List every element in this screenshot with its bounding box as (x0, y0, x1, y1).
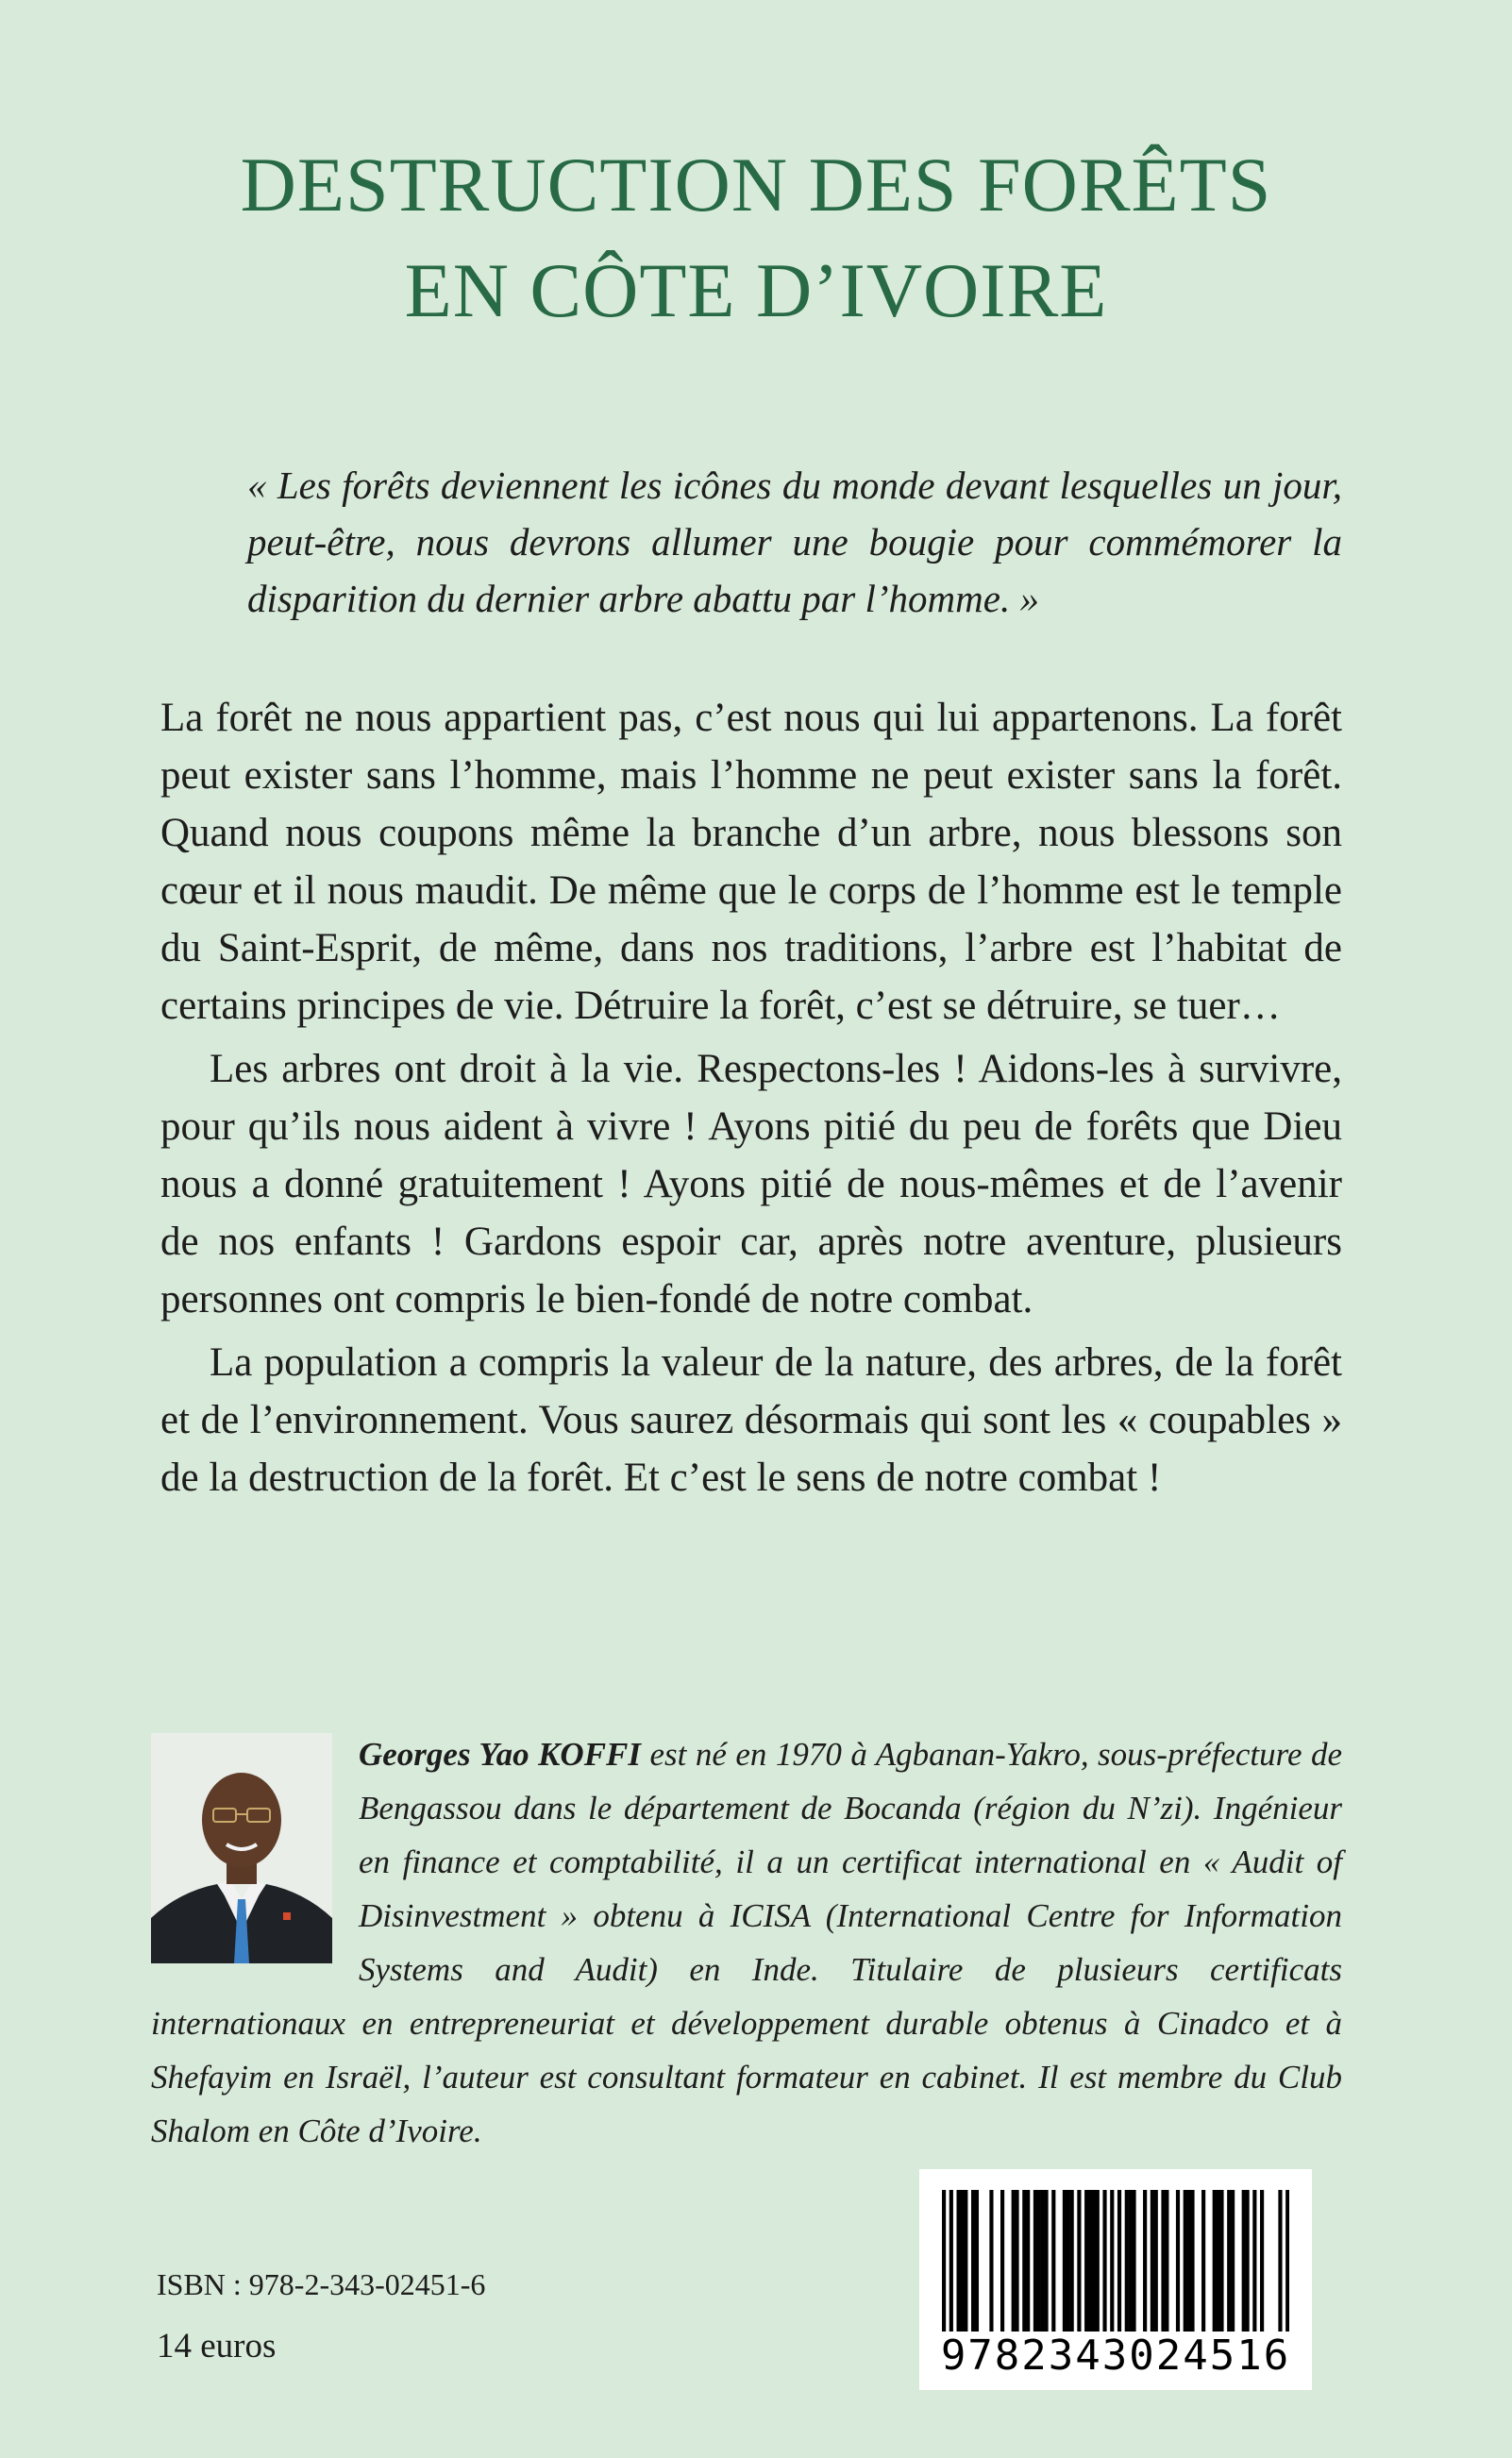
barcode-bar (1037, 2190, 1041, 2332)
epigraph-quote: « Les forêts deviennent les icônes du monde devant lesquelles un jour, peut-être, nous devrons allumer une bougie pour commémorer la disparition du dernier arbre abattu par l’homme. » (247, 463, 1342, 620)
barcode-bar (1165, 2190, 1168, 2332)
barcode-bar (1201, 2190, 1205, 2332)
barcode-bar (1026, 2190, 1030, 2332)
barcode-bar (960, 2190, 964, 2332)
barcode-bar (1227, 2190, 1231, 2332)
barcode-bar (1151, 2190, 1154, 2332)
barcode-bar (1044, 2190, 1048, 2332)
barcode-bar (1129, 2190, 1133, 2332)
barcode-bar (1143, 2190, 1147, 2332)
barcode-bar (989, 2190, 993, 2332)
title-line-2: EN CÔTE D’IVOIRE (404, 247, 1108, 333)
barcode-bar (1161, 2190, 1165, 2332)
barcode-bar (1117, 2190, 1121, 2332)
barcode-bar (971, 2190, 975, 2332)
barcode-bar (949, 2190, 953, 2332)
barcode-bar (1015, 2190, 1018, 2332)
barcode-bar (1033, 2190, 1037, 2332)
back-cover-text (160, 689, 1342, 1512)
barcode-bar (1231, 2190, 1235, 2332)
price: 14 euros (157, 2327, 277, 2365)
author-photo (151, 1733, 332, 1963)
barcode-bar (1176, 2190, 1180, 2332)
barcode-bar (956, 2190, 960, 2332)
barcode-bar (1012, 2190, 1016, 2332)
book-title (0, 132, 1512, 344)
barcode-bar (1041, 2190, 1045, 2332)
barcode-bar (1246, 2190, 1250, 2332)
barcode-bar (942, 2190, 946, 2332)
barcode-bar (1067, 2190, 1070, 2332)
barcode-bar (1070, 2190, 1074, 2332)
barcode-bar (1187, 2190, 1191, 2332)
barcode-bar (1213, 2190, 1217, 2332)
barcode-bar (1077, 2190, 1081, 2332)
barcode-bar (1051, 2190, 1055, 2332)
isbn: ISBN : 978-2-343-02451-6 (157, 2267, 486, 2301)
barcode-bar (1132, 2190, 1135, 2332)
barcode-bar (1260, 2190, 1264, 2332)
barcode-bar (1063, 2190, 1067, 2332)
barcode-bar (1110, 2190, 1114, 2332)
barcode-bar (1092, 2190, 1096, 2332)
barcode-bar (1084, 2190, 1088, 2332)
author-bio (151, 1727, 1342, 2158)
barcode-bar (1190, 2190, 1194, 2332)
title-line-1: DESTRUCTION DES FORÊTS (240, 142, 1272, 227)
barcode-bar (1217, 2190, 1220, 2332)
barcode-bar (1102, 2190, 1106, 2332)
barcode-bar (1088, 2190, 1092, 2332)
barcode-number: 9782343024516 (940, 2332, 1291, 2380)
barcode-bar (975, 2190, 979, 2332)
barcode-bar (1278, 2190, 1282, 2332)
barcode-bar (1285, 2190, 1289, 2332)
barcode-bar (1125, 2190, 1129, 2332)
barcode-bar (1000, 2190, 1004, 2332)
barcode-bar (1242, 2190, 1246, 2332)
paragraph-1: La forêt ne nous appartient pas, c’est nous qui lui appartenons. La forêt peut exister sans l’homme, mais l’homme ne peut exister sans la forêt. Quand nous coupons même la branche d’un arbre, nous blessons son cœur et il nous maudit. De même que le corps de l’homme est le temple du Saint-Esprit, de même, dans nos traditions, l’arbre est l’habitat de certains principes de vie. Détruire la forêt, c’est se détruire, se tuer… (160, 696, 1342, 1028)
barcode-bar (1184, 2190, 1187, 2332)
barcode (919, 2169, 1312, 2390)
paragraph-3: La population a compris la valeur de la nature, des arbres, de la forêt et de l’environnement. Vous saurez désormais qui sont les « coupables » de la destruction de la forêt. Et c’est le sens de notre combat ! (160, 1340, 1342, 1500)
paragraph-2: Les arbres ont droit à la vie. Respectons-les ! Aidons-les à survivre, pour qu’ils nous aident à vivre ! Ayons pitié du peu de forêts que Dieu nous a donné gratuitement ! Ayons pitié de nous-mêmes et de l’avenir de nos enfants ! Gardons espoir car, après notre aventure, plusieurs personnes ont compris le bien-fondé de notre combat. (160, 1047, 1342, 1322)
barcode-bar (1252, 2190, 1256, 2332)
barcode-bars (942, 2190, 1289, 2332)
barcode-bar (964, 2190, 967, 2332)
barcode-bar (1096, 2190, 1100, 2332)
author-name: Georges Yao KOFFI (359, 1736, 642, 1773)
author-description: est né en 1970 à Agbanan-Yakro, sous-préfecture de Bengassou dans le département de Bocanda (région du N’zi). Ingénieur en finance et comptabilité, il a un certificat international en « Audit of Disinvestment » obtenu à ICISA (International Centre for Information Systems and Audit) en Inde. Titulaire de plusieurs certificats internationaux en entrepreneuriat et développement durable obtenus à Cinadco et à Shefayim en Israël, l’auteur est consultant formateur en cabinet. Il est membre du Club Shalom en Côte d’Ivoire. (151, 1736, 1342, 2149)
barcode-bar (1154, 2190, 1158, 2332)
barcode-bar (1219, 2190, 1223, 2332)
barcode-bar (1022, 2190, 1026, 2332)
